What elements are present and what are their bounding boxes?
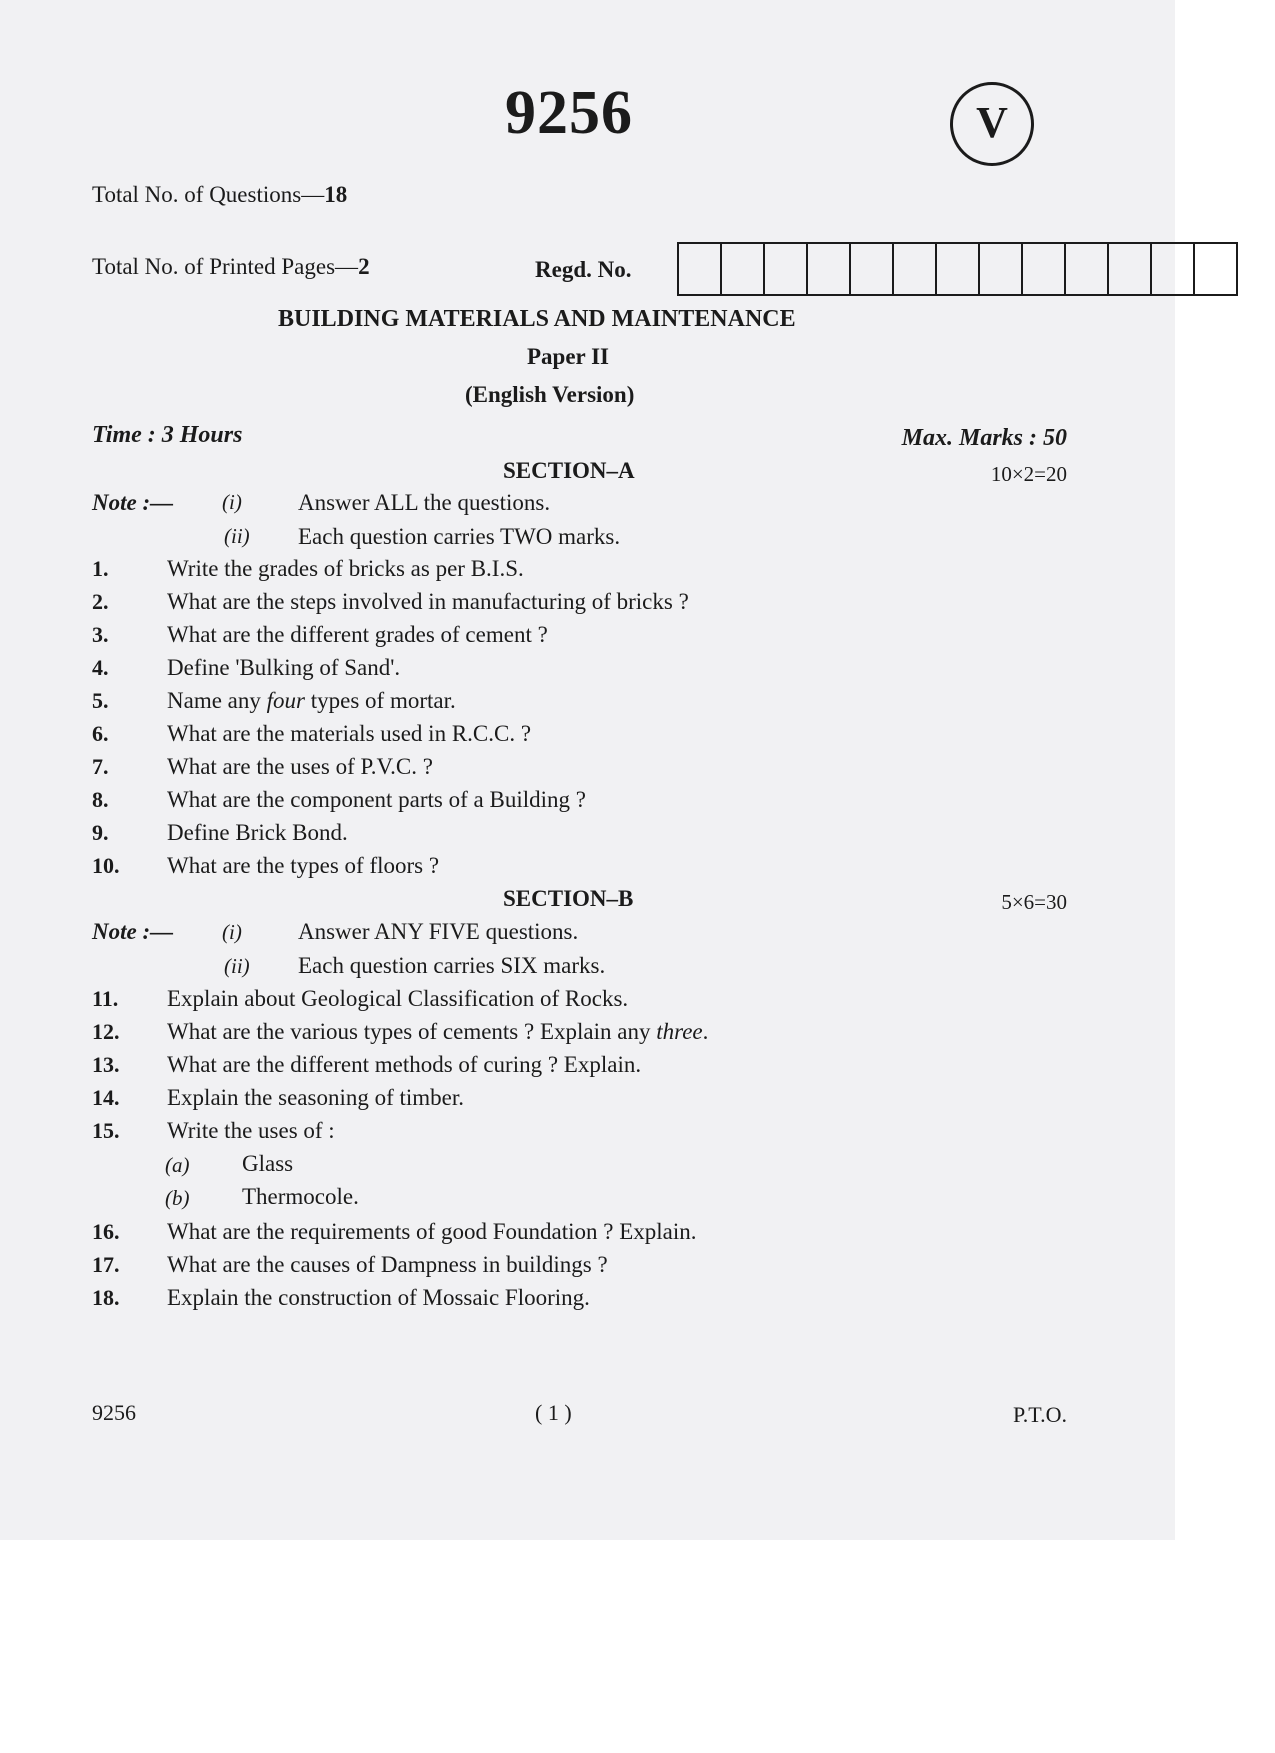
regd-box	[720, 244, 763, 294]
note-text: Answer ALL the questions.	[298, 490, 551, 515]
regd-box	[935, 244, 978, 294]
question-text: Explain the construction of Mossaic Flooring.	[167, 1285, 590, 1310]
question-number: 17.	[92, 1252, 120, 1277]
subject-title: BUILDING MATERIALS AND MAINTENANCE	[278, 306, 796, 332]
total-questions: Total No. of Questions—18	[92, 182, 348, 207]
paper-number: Paper II	[527, 344, 609, 369]
section-b-note-label: Note :—	[92, 919, 174, 944]
section-a-title: SECTION–A	[503, 458, 635, 483]
question-text: What are the uses of P.V.C. ?	[167, 754, 433, 779]
question-number: 13.	[92, 1052, 120, 1077]
regd-box	[1193, 244, 1236, 294]
question-number: 9.	[92, 820, 109, 845]
regd-no-label: Regd. No.	[535, 257, 632, 282]
question-text: What are the types of floors ?	[167, 853, 440, 878]
section-b-title: SECTION–B	[503, 886, 634, 911]
section-b-marks: 5×6=30	[1001, 890, 1067, 914]
question-text: Define 'Bulking of Sand'.	[167, 655, 401, 680]
note-text: Each question carries TWO marks.	[298, 524, 621, 549]
question-number: 18.	[92, 1285, 120, 1310]
question-text: Name any four types of mortar.	[167, 688, 456, 713]
question-number: 12.	[92, 1019, 120, 1044]
note-roman: (ii)	[224, 954, 250, 978]
sub-item-text: Thermocole.	[242, 1184, 359, 1209]
question-text: Write the grades of bricks as per B.I.S.	[167, 556, 524, 581]
regd-box	[1021, 244, 1064, 294]
question-number: 11.	[92, 986, 119, 1011]
question-text: Explain the seasoning of timber.	[167, 1085, 465, 1110]
question-number: 6.	[92, 721, 109, 746]
regd-no-boxes	[677, 242, 1238, 296]
question-text: What are the causes of Dampness in buildings ?	[167, 1252, 608, 1277]
question-number: 1.	[92, 556, 109, 581]
question-text: What are the materials used in R.C.C. ?	[167, 721, 532, 746]
sub-item-text: Glass	[242, 1151, 294, 1176]
question-number: 3.	[92, 622, 109, 647]
note-text: Answer ANY FIVE questions.	[298, 919, 579, 944]
question-text: What are the requirements of good Foundation ? Explain.	[167, 1219, 697, 1244]
regd-box	[892, 244, 935, 294]
regd-box	[849, 244, 892, 294]
question-text: What are the different grades of cement ?	[167, 622, 548, 647]
version-badge: V	[950, 82, 1034, 166]
footer-code: 9256	[92, 1400, 136, 1425]
question-number: 16.	[92, 1219, 120, 1244]
footer-pto: P.T.O.	[1013, 1402, 1067, 1427]
question-number: 2.	[92, 589, 109, 614]
question-text: Explain about Geological Classification of Rocks.	[167, 986, 629, 1011]
section-a-marks: 10×2=20	[990, 462, 1067, 486]
regd-box	[1064, 244, 1107, 294]
question-text: What are the component parts of a Building ?	[167, 787, 586, 812]
question-number: 10.	[92, 853, 120, 878]
note-roman: (i)	[222, 490, 242, 514]
question-number: 15.	[92, 1118, 120, 1143]
regd-box	[978, 244, 1021, 294]
time-allowed: Time : 3 Hours	[92, 422, 243, 448]
regd-box	[806, 244, 849, 294]
note-roman: (i)	[222, 920, 242, 944]
max-marks: Max. Marks : 50	[901, 425, 1067, 451]
question-text: Write the uses of :	[167, 1118, 335, 1143]
note-text: Each question carries SIX marks.	[298, 953, 606, 978]
question-number: 7.	[92, 754, 109, 779]
question-text: What are the different methods of curing ? Explain.	[167, 1052, 642, 1077]
question-number: 14.	[92, 1085, 120, 1110]
regd-box	[1107, 244, 1150, 294]
section-a-note-label: Note :—	[92, 490, 174, 515]
paper-code: 9256	[505, 79, 633, 147]
regd-box	[763, 244, 806, 294]
total-printed-pages: Total No. of Printed Pages—2	[92, 254, 370, 279]
sub-item-label: (b)	[165, 1186, 190, 1210]
question-number: 5.	[92, 688, 109, 713]
sub-item-label: (a)	[165, 1153, 190, 1177]
question-number: 8.	[92, 787, 109, 812]
question-text: Define Brick Bond.	[167, 820, 348, 845]
question-text: What are the steps involved in manufacturing of bricks ?	[167, 589, 689, 614]
regd-box	[1150, 244, 1193, 294]
question-number: 4.	[92, 655, 109, 680]
footer-page-number: ( 1 )	[535, 1400, 572, 1425]
note-roman: (ii)	[224, 524, 250, 548]
question-text: What are the various types of cements ? Explain any three.	[167, 1019, 709, 1044]
regd-box	[679, 244, 720, 294]
language-version: (English Version)	[465, 382, 635, 407]
